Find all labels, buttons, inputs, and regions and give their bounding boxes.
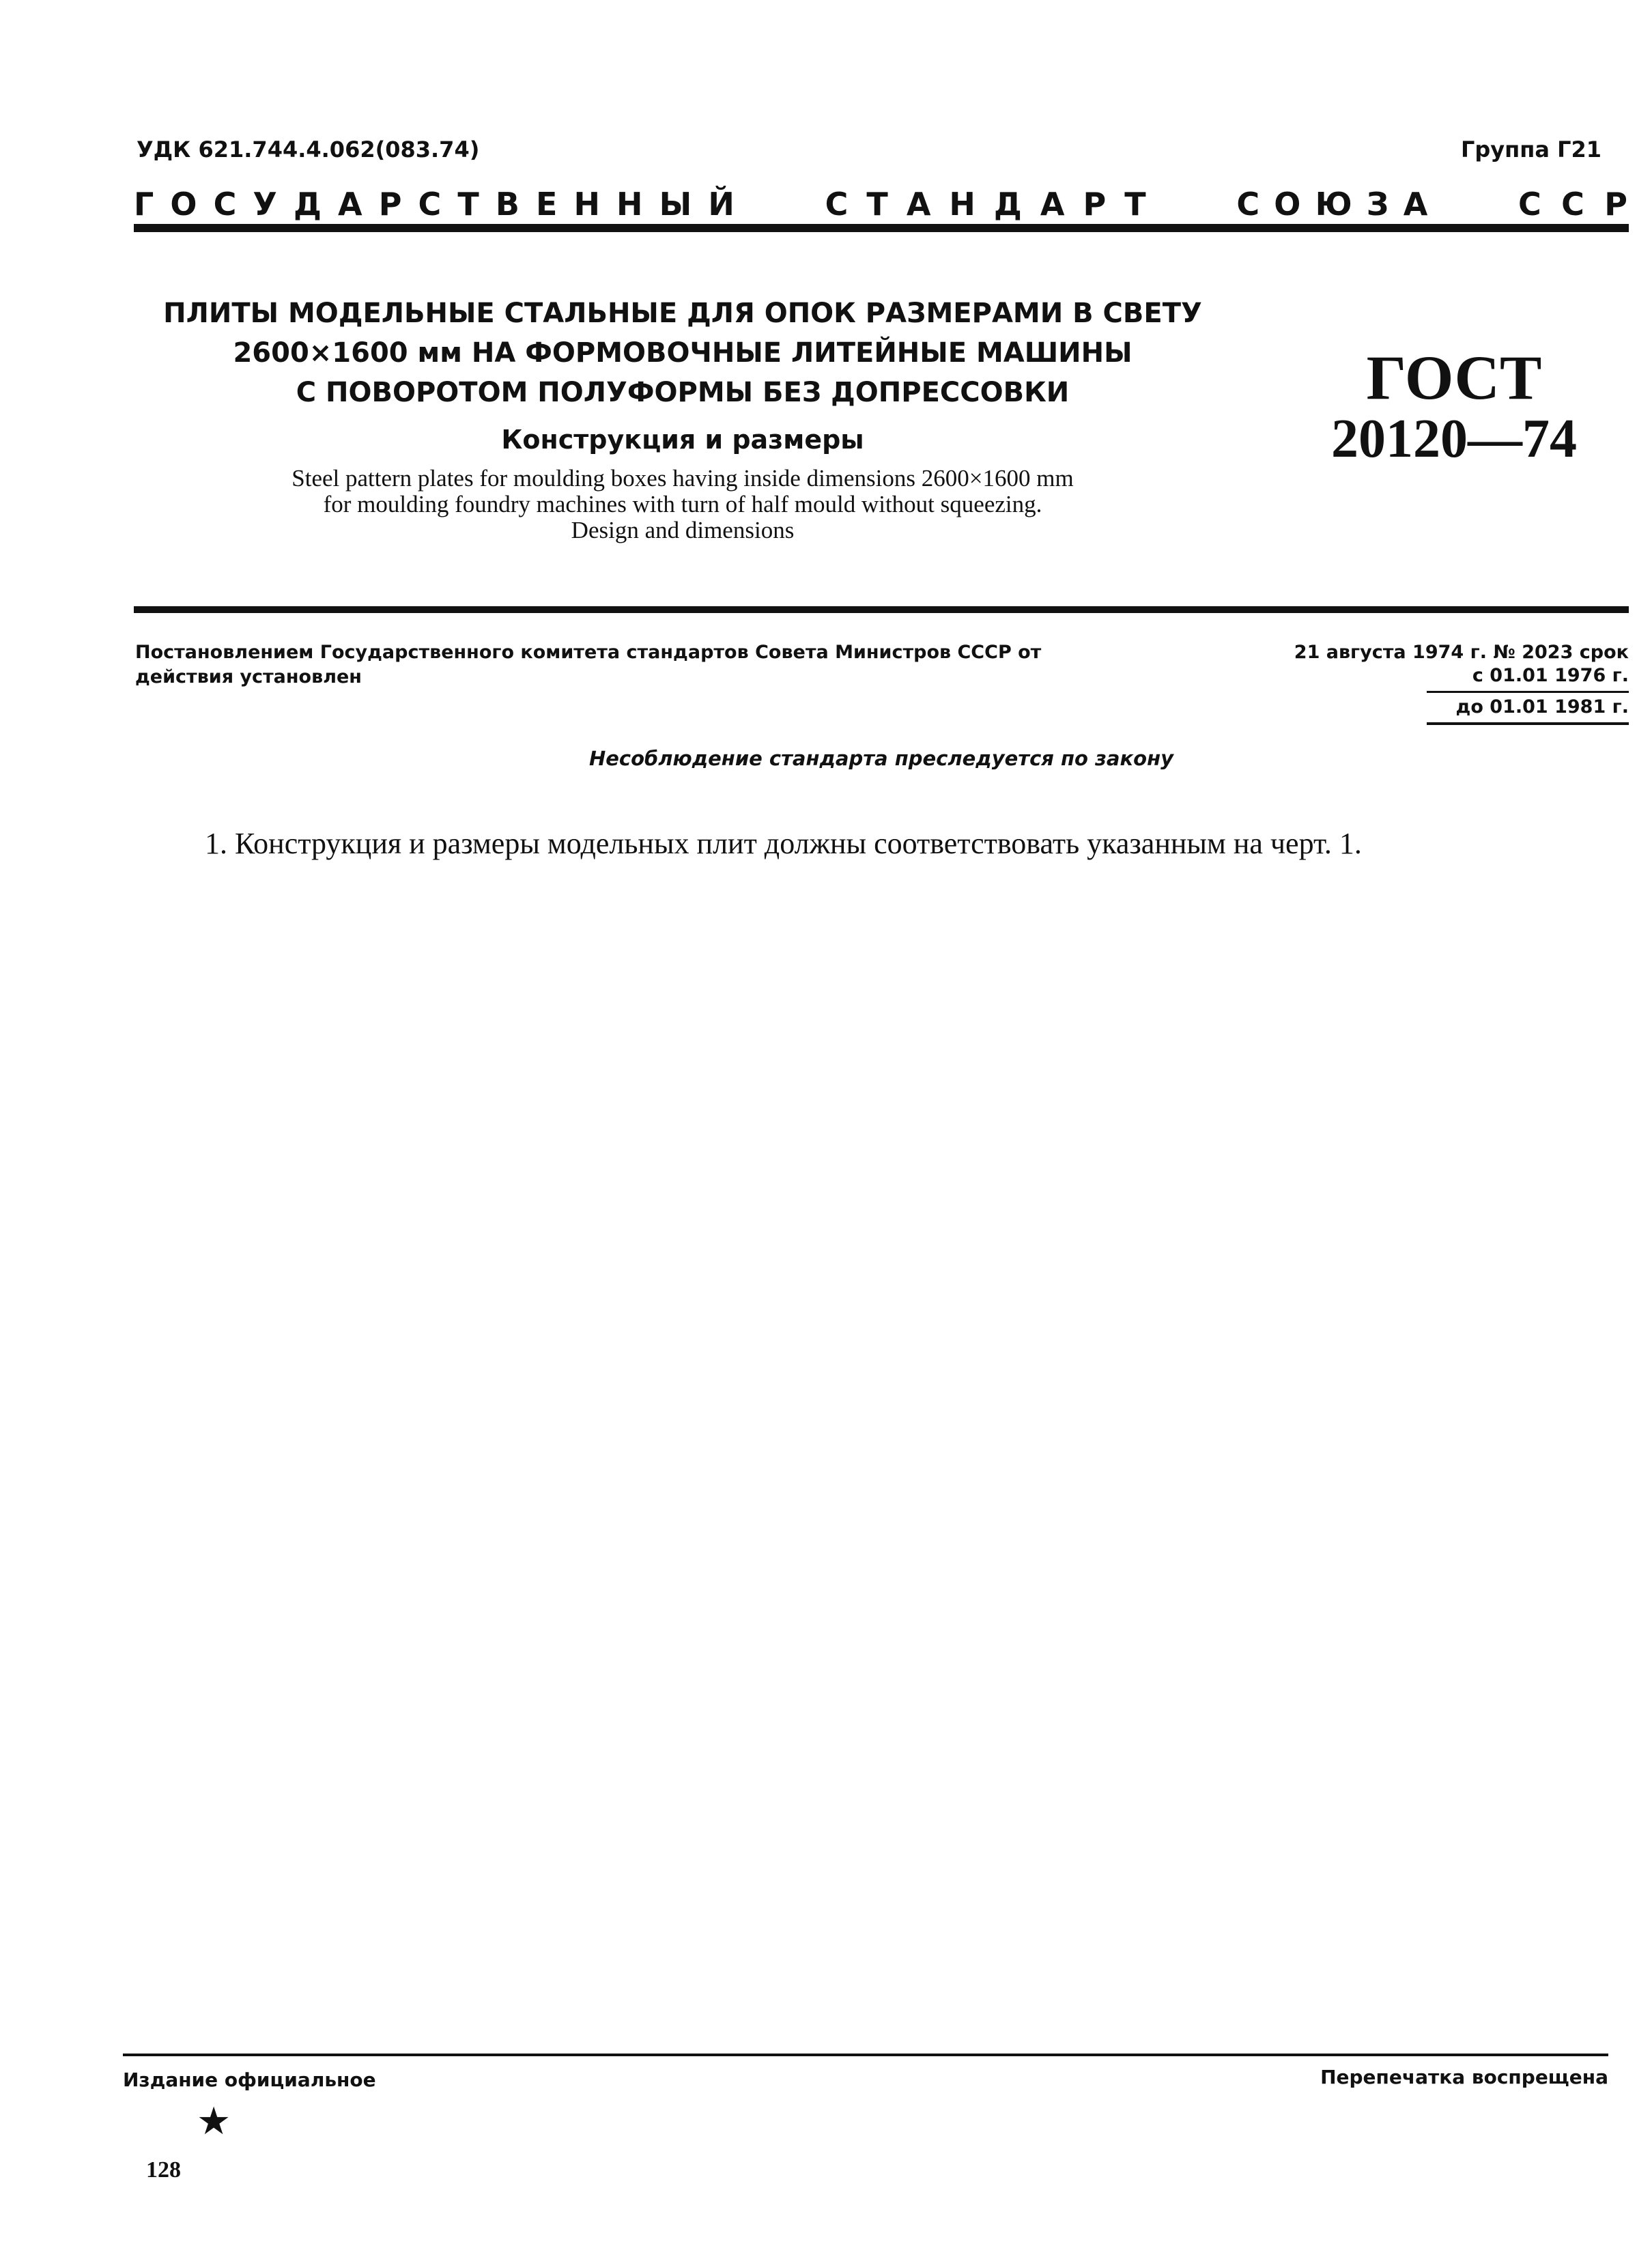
title-subtitle: Конструкция и размеры bbox=[501, 425, 864, 455]
validity-rule-2 bbox=[1427, 722, 1629, 725]
title-russian bbox=[150, 294, 1215, 412]
reprint-notice: Перепечатка воспрещена bbox=[1320, 2066, 1608, 2088]
star-icon: ★ bbox=[197, 2099, 231, 2144]
page-number: 128 bbox=[146, 2157, 181, 2183]
banner-word-3: С О Ю З А bbox=[1236, 186, 1428, 223]
title-en-line-1: Steel pattern plates for moulding boxes having inside dimensions 2600×1600 mm bbox=[291, 465, 1074, 492]
gost-number: 20120—74 bbox=[1331, 409, 1577, 469]
banner-word-2: С Т А Н Д А Р Т bbox=[825, 186, 1146, 223]
title-rule bbox=[134, 606, 1629, 613]
resolution-line-2: действия установлен bbox=[135, 666, 362, 687]
resolution-text bbox=[135, 640, 1337, 690]
valid-from: с 01.01 1976 г. bbox=[1472, 665, 1629, 686]
header-rule bbox=[134, 224, 1629, 232]
edition-label: Издание официальное bbox=[123, 2069, 376, 2091]
footer-rule bbox=[123, 2054, 1608, 2056]
gost-label: ГОСТ bbox=[1366, 343, 1542, 412]
resolution-date: 21 августа 1974 г. № 2023 срок bbox=[1294, 642, 1629, 663]
state-standard-banner bbox=[134, 186, 1627, 223]
title-en-line-3: Design and dimensions bbox=[571, 517, 795, 543]
title-ru-line-2: 2600×1600 мм НА ФОРМОВОЧНЫЕ ЛИТЕЙНЫЕ МАШИНЫ bbox=[233, 337, 1133, 369]
banner-word-1: Г О С У Д А Р С Т В Е Н Н Ы Й bbox=[134, 186, 735, 223]
resolution-line-1: Постановлением Государственного комитета стандартов Совета Министров СССР от bbox=[135, 642, 1042, 663]
title-ru-line-1: ПЛИТЫ МОДЕЛЬНЫЕ СТАЛЬНЫЕ ДЛЯ ОПОК РАЗМЕРАМИ В СВЕТУ bbox=[163, 298, 1202, 329]
title-en-line-2: for moulding foundry machines with turn of half mould without squeezing. bbox=[323, 491, 1042, 517]
legal-notice: Несоблюдение стандарта преследуется по закону bbox=[588, 747, 1174, 770]
title-ru-line-3: С ПОВОРОТОМ ПОЛУФОРМЫ БЕЗ ДОПРЕССОВКИ bbox=[296, 377, 1070, 408]
banner-word-4: С С Р bbox=[1518, 186, 1627, 223]
udk-code: УДК 621.744.4.062(083.74) bbox=[137, 137, 480, 162]
validity-rule-1 bbox=[1427, 691, 1629, 693]
valid-to: до 01.01 1981 г. bbox=[1455, 696, 1629, 718]
clause-1: 1. Конструкция и размеры модельных плит должны соответствовать указанным на черт. 1. bbox=[205, 827, 1362, 860]
group-code: Группа Г21 bbox=[1461, 137, 1602, 162]
title-english bbox=[150, 466, 1215, 543]
